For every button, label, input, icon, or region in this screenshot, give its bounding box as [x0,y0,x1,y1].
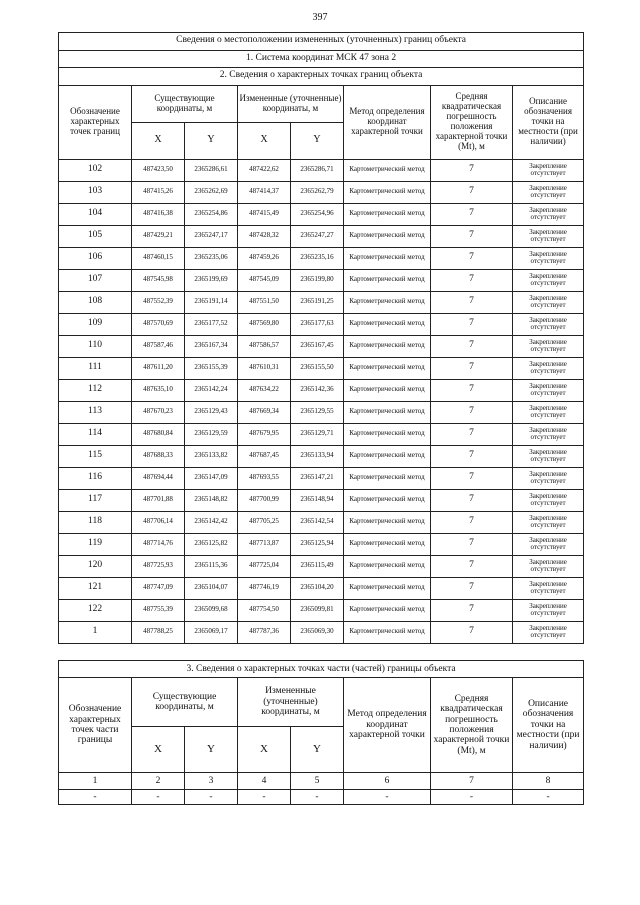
cell-point-id: 115 [59,445,132,467]
cell-changed-y: 2365177,63 [291,313,344,335]
table-row [59,159,584,181]
cell-changed-x: 487414,37 [238,181,291,203]
header-description: Описание обозначения точки на местности (при наличии) [513,85,584,159]
header-existing: Существующие координаты, м [132,85,238,122]
cell-existing-x: 487688,33 [132,445,185,467]
cell-changed-y: 2365148,94 [291,489,344,511]
cell-method: Картометрический метод [344,379,431,401]
cell-description: Закрепление отсутствует [513,291,584,313]
cell-changed-x: 487551,50 [238,291,291,313]
header3-existing-y: Y [185,727,238,773]
section-2-title: 2. Сведения о характерных точках границ объекта [59,68,584,86]
header3-accuracy: Средняя квадратическая погрешность положения характерной точки (Mt), м [431,678,513,773]
empty-cell: - [513,790,584,805]
cell-method: Картометрический метод [344,291,431,313]
header-changed: Измененные (уточненные) координаты, м [238,85,344,122]
cell-accuracy: 7 [431,445,513,467]
cell-description: Закрепление отсутствует [513,445,584,467]
cell-existing-y: 2365142,42 [185,511,238,533]
cell-accuracy: 7 [431,555,513,577]
cell-accuracy: 7 [431,379,513,401]
header3-changed: Измененные (уточненные) координаты, м [238,678,344,727]
cell-changed-x: 487459,26 [238,247,291,269]
cell-point-id: 110 [59,335,132,357]
cell-existing-x: 487755,39 [132,599,185,621]
cell-changed-y: 2365155,50 [291,357,344,379]
cell-method: Картометрический метод [344,533,431,555]
cell-changed-x: 487610,31 [238,357,291,379]
cell-description: Закрепление отсутствует [513,159,584,181]
cell-changed-y: 2365142,36 [291,379,344,401]
cell-changed-y: 2365104,20 [291,577,344,599]
cell-point-id: 103 [59,181,132,203]
table-row [59,313,584,335]
col-number: 8 [513,773,584,790]
cell-changed-y: 2365247,27 [291,225,344,247]
cell-existing-x: 487545,98 [132,269,185,291]
cell-existing-x: 487415,26 [132,181,185,203]
header3-existing: Существующие координаты, м [132,678,238,727]
cell-existing-y: 2365155,39 [185,357,238,379]
cell-existing-y: 2365191,14 [185,291,238,313]
cell-accuracy: 7 [431,489,513,511]
cell-method: Картометрический метод [344,489,431,511]
cell-method: Картометрический метод [344,269,431,291]
table-row [59,401,584,423]
cell-existing-x: 487725,93 [132,555,185,577]
cell-description: Закрепление отсутствует [513,335,584,357]
cell-description: Закрепление отсутствует [513,489,584,511]
cell-accuracy: 7 [431,401,513,423]
cell-changed-y: 2365167,45 [291,335,344,357]
table-row [59,467,584,489]
cell-existing-x: 487587,46 [132,335,185,357]
cell-existing-y: 2365142,24 [185,379,238,401]
cell-changed-y: 2365254,96 [291,203,344,225]
cell-accuracy: 7 [431,203,513,225]
cell-changed-x: 487422,62 [238,159,291,181]
cell-changed-x: 487700,99 [238,489,291,511]
cell-changed-x: 487693,55 [238,467,291,489]
cell-changed-x: 487669,34 [238,401,291,423]
section-3-title: 3. Сведения о характерных точках части (частей) границы объекта [59,661,584,678]
cell-description: Закрепление отсутствует [513,533,584,555]
empty-cell: - [291,790,344,805]
cell-existing-x: 487460,15 [132,247,185,269]
table-row [59,555,584,577]
cell-accuracy: 7 [431,225,513,247]
cell-point-id: 106 [59,247,132,269]
col-number: 3 [185,773,238,790]
cell-accuracy: 7 [431,621,513,643]
cell-point-id: 111 [59,357,132,379]
cell-changed-y: 2365133,94 [291,445,344,467]
table-row [59,489,584,511]
cell-existing-y: 2365247,17 [185,225,238,247]
cell-existing-x: 487552,39 [132,291,185,313]
col-number: 7 [431,773,513,790]
cell-method: Картометрический метод [344,203,431,225]
cell-description: Закрепление отсутствует [513,181,584,203]
section-1-title: 1. Система координат МСК 47 зона 2 [59,50,584,68]
cell-method: Картометрический метод [344,423,431,445]
empty-cell: - [238,790,291,805]
col-number: 1 [59,773,132,790]
cell-method: Картометрический метод [344,555,431,577]
cell-changed-y: 2365147,21 [291,467,344,489]
cell-changed-y: 2365099,81 [291,599,344,621]
cell-description: Закрепление отсутствует [513,467,584,489]
cell-description: Закрепление отсутствует [513,555,584,577]
cell-existing-y: 2365133,82 [185,445,238,467]
cell-method: Картометрический метод [344,335,431,357]
cell-existing-y: 2365069,17 [185,621,238,643]
cell-accuracy: 7 [431,467,513,489]
cell-method: Картометрический метод [344,401,431,423]
coordinates-table [58,32,584,644]
main-title: Сведения о местоположении измененных (уточненных) границ объекта [59,33,584,51]
cell-point-id: 113 [59,401,132,423]
cell-point-id: 116 [59,467,132,489]
cell-accuracy: 7 [431,159,513,181]
cell-point-id: 112 [59,379,132,401]
cell-point-id: 118 [59,511,132,533]
header-changed-x: X [238,122,291,159]
cell-point-id: 119 [59,533,132,555]
cell-existing-y: 2365262,69 [185,181,238,203]
cell-description: Закрепление отсутствует [513,269,584,291]
table-row [59,225,584,247]
cell-description: Закрепление отсутствует [513,203,584,225]
table-row [59,203,584,225]
cell-changed-x: 487586,57 [238,335,291,357]
cell-method: Картометрический метод [344,577,431,599]
cell-changed-x: 487687,45 [238,445,291,467]
table-row [59,247,584,269]
cell-existing-x: 487670,23 [132,401,185,423]
cell-existing-y: 2365286,61 [185,159,238,181]
table-row [59,621,584,643]
cell-existing-x: 487423,50 [132,159,185,181]
cell-description: Закрепление отсутствует [513,423,584,445]
cell-changed-x: 487428,32 [238,225,291,247]
cell-existing-x: 487429,21 [132,225,185,247]
cell-existing-x: 487694,44 [132,467,185,489]
cell-method: Картометрический метод [344,357,431,379]
cell-changed-x: 487705,25 [238,511,291,533]
col-number: 2 [132,773,185,790]
col-number: 6 [344,773,431,790]
cell-existing-x: 487714,76 [132,533,185,555]
header3-changed-y: Y [291,727,344,773]
cell-accuracy: 7 [431,269,513,291]
cell-description: Закрепление отсутствует [513,511,584,533]
cell-changed-y: 2365069,30 [291,621,344,643]
col-number: 4 [238,773,291,790]
table-row [59,291,584,313]
cell-changed-x: 487746,19 [238,577,291,599]
empty-cell: - [344,790,431,805]
col-number: 5 [291,773,344,790]
cell-changed-x: 487679,95 [238,423,291,445]
cell-method: Картометрический метод [344,313,431,335]
cell-changed-x: 487754,50 [238,599,291,621]
table-row [59,335,584,357]
cell-accuracy: 7 [431,423,513,445]
cell-existing-x: 487570,69 [132,313,185,335]
cell-description: Закрепление отсутствует [513,577,584,599]
empty-cell: - [59,790,132,805]
header-accuracy: Средняя квадратическая погрешность положения характерной точки (Mt), м [431,85,513,159]
cell-point-id: 104 [59,203,132,225]
cell-accuracy: 7 [431,313,513,335]
cell-description: Закрепление отсутствует [513,225,584,247]
cell-existing-y: 2365235,06 [185,247,238,269]
cell-method: Картометрический метод [344,621,431,643]
cell-existing-y: 2365129,59 [185,423,238,445]
cell-changed-y: 2365129,71 [291,423,344,445]
cell-changed-y: 2365115,49 [291,555,344,577]
cell-changed-x: 487569,80 [238,313,291,335]
cell-point-id: 109 [59,313,132,335]
cell-changed-x: 487787,36 [238,621,291,643]
header-designation: Обозначение характерных точек границ [59,85,132,159]
cell-point-id: 105 [59,225,132,247]
cell-changed-y: 2365142,54 [291,511,344,533]
header-existing-x: X [132,122,185,159]
cell-changed-y: 2365286,71 [291,159,344,181]
cell-existing-x: 487680,84 [132,423,185,445]
table-row [59,533,584,555]
cell-existing-y: 2365177,52 [185,313,238,335]
cell-accuracy: 7 [431,291,513,313]
cell-existing-x: 487706,14 [132,511,185,533]
cell-existing-x: 487747,09 [132,577,185,599]
page-number: 397 [312,12,328,23]
cell-existing-y: 2365125,82 [185,533,238,555]
table-row [59,423,584,445]
cell-accuracy: 7 [431,577,513,599]
cell-existing-x: 487635,10 [132,379,185,401]
cell-method: Картометрический метод [344,247,431,269]
cell-existing-y: 2365148,82 [185,489,238,511]
header3-description: Описание обозначения точки на местности (при наличии) [513,678,584,773]
cell-description: Закрепление отсутствует [513,357,584,379]
table-row [59,445,584,467]
cell-description: Закрепление отсутствует [513,401,584,423]
table-row [59,357,584,379]
cell-description: Закрепление отсутствует [513,313,584,335]
cell-method: Картометрический метод [344,511,431,533]
cell-changed-x: 487725,04 [238,555,291,577]
cell-point-id: 120 [59,555,132,577]
table-row [59,379,584,401]
cell-description: Закрепление отсутствует [513,247,584,269]
header-changed-y: Y [291,122,344,159]
cell-changed-x: 487415,49 [238,203,291,225]
cell-accuracy: 7 [431,511,513,533]
cell-accuracy: 7 [431,335,513,357]
header-method: Метод определения координат характерной точки [344,85,431,159]
header-existing-y: Y [185,122,238,159]
cell-existing-y: 2365199,69 [185,269,238,291]
cell-method: Картометрический метод [344,225,431,247]
cell-point-id: 107 [59,269,132,291]
cell-existing-x: 487788,25 [132,621,185,643]
cell-existing-y: 2365104,07 [185,577,238,599]
header3-method: Метод определения координат характерной точки [344,678,431,773]
table-row [59,511,584,533]
cell-description: Закрепление отсутствует [513,379,584,401]
empty-cell: - [431,790,513,805]
cell-point-id: 121 [59,577,132,599]
cell-point-id: 102 [59,159,132,181]
cell-changed-y: 2365191,25 [291,291,344,313]
cell-accuracy: 7 [431,181,513,203]
cell-method: Картометрический метод [344,599,431,621]
cell-changed-y: 2365129,55 [291,401,344,423]
cell-existing-x: 487416,38 [132,203,185,225]
cell-existing-x: 487701,88 [132,489,185,511]
cell-accuracy: 7 [431,599,513,621]
table-row [59,181,584,203]
cell-existing-y: 2365099,68 [185,599,238,621]
cell-changed-y: 2365235,16 [291,247,344,269]
cell-accuracy: 7 [431,357,513,379]
cell-description: Закрепление отсутствует [513,621,584,643]
header3-changed-x: X [238,727,291,773]
header3-designation: Обозначение характерных точек части границы [59,678,132,773]
empty-row [59,790,584,805]
cell-changed-y: 2365199,80 [291,269,344,291]
cell-accuracy: 7 [431,533,513,555]
cell-changed-x: 487545,09 [238,269,291,291]
cell-description: Закрепление отсутствует [513,599,584,621]
cell-changed-y: 2365125,94 [291,533,344,555]
cell-point-id: 108 [59,291,132,313]
cell-changed-x: 487713,87 [238,533,291,555]
cell-existing-y: 2365167,34 [185,335,238,357]
cell-existing-y: 2365254,86 [185,203,238,225]
empty-cell: - [185,790,238,805]
cell-point-id: 117 [59,489,132,511]
header3-existing-x: X [132,727,185,773]
column-numbers-row [59,773,584,790]
table-row [59,269,584,291]
cell-method: Картометрический метод [344,159,431,181]
cell-method: Картометрический метод [344,181,431,203]
cell-method: Картометрический метод [344,445,431,467]
cell-point-id: 114 [59,423,132,445]
cell-point-id: 1 [59,621,132,643]
part-boundary-table [58,660,584,805]
cell-method: Картометрический метод [344,467,431,489]
cell-accuracy: 7 [431,247,513,269]
cell-changed-x: 487634,22 [238,379,291,401]
table-row [59,599,584,621]
cell-point-id: 122 [59,599,132,621]
cell-changed-y: 2365262,79 [291,181,344,203]
empty-cell: - [132,790,185,805]
cell-existing-y: 2365129,43 [185,401,238,423]
table-row [59,577,584,599]
cell-existing-y: 2365147,09 [185,467,238,489]
cell-existing-y: 2365115,36 [185,555,238,577]
cell-existing-x: 487611,20 [132,357,185,379]
